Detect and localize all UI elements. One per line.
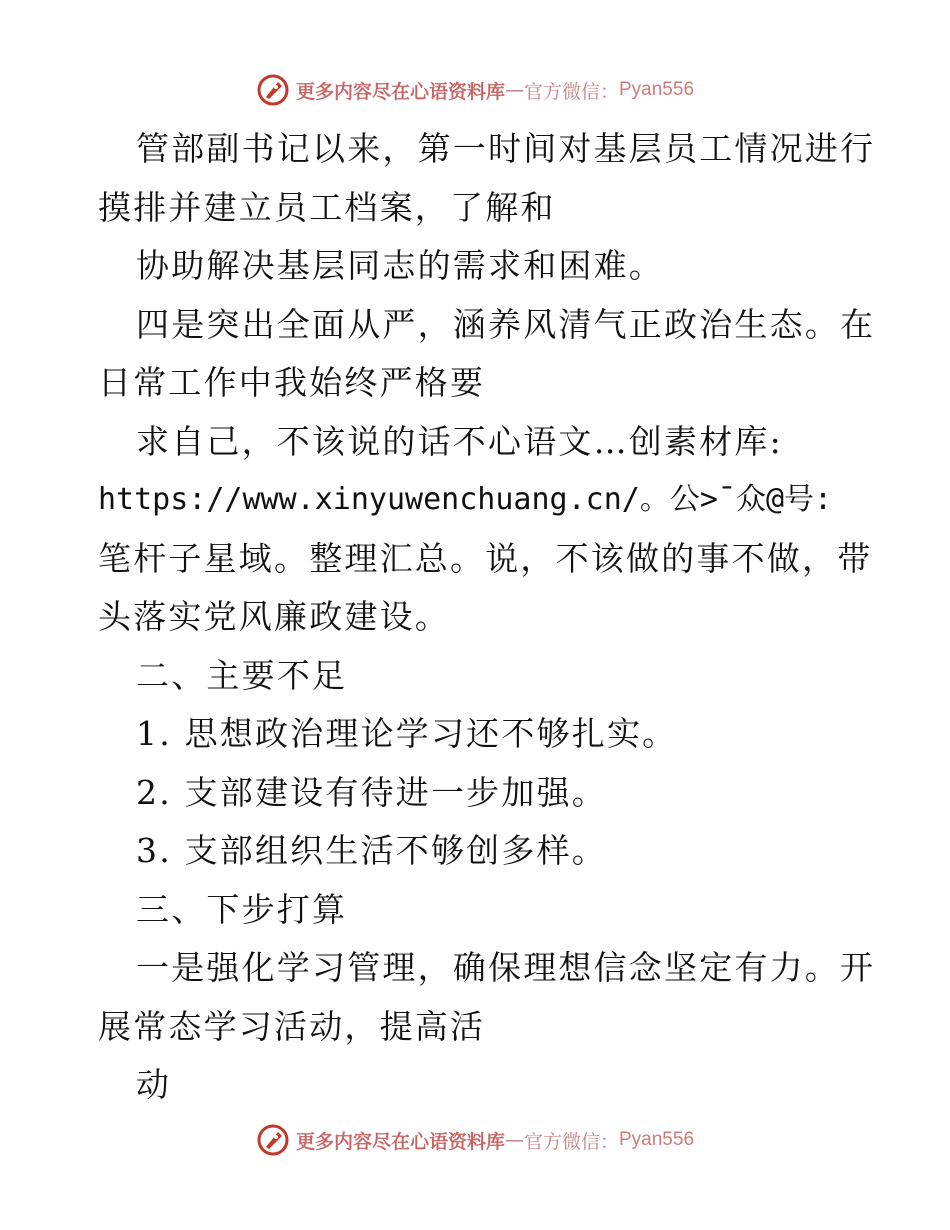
banner-brand-text: 更多内容尽在心语资料库: [295, 80, 505, 103]
paragraph-line: 动: [136, 1065, 172, 1104]
banner-contact-label: 官方微信：: [523, 80, 619, 103]
paragraph-line: 管部副书记以来，第一时间对基层员工情况进行: [136, 129, 876, 168]
document-body: [98, 120, 876, 1115]
paragraph-line: 协助解决基层同志的需求和困难。: [136, 246, 664, 285]
paragraph-line: 展常态学习活动，提高活: [98, 1006, 486, 1046]
banner-wechat-id: Pyan556: [619, 79, 695, 100]
header-watermark-banner: [0, 70, 950, 110]
footer-watermark-banner: [0, 1120, 950, 1160]
banner-contact-label: 官方微信：: [523, 1130, 619, 1153]
paragraph-line: 笔杆子星域。整理汇总。说，不该做的事不做，带: [98, 538, 873, 578]
paragraph-line: 头落实党风廉政建设。: [98, 597, 450, 636]
paragraph-line: 四是突出全面从严，涵养风清气正政治生态。在: [136, 304, 876, 344]
list-item: 2. 支部建设有待进一步加强。: [136, 772, 607, 812]
banner-wechat-id: Pyan556: [619, 1129, 695, 1150]
paragraph-line: 日常工作中我始终严格要: [98, 363, 486, 402]
banner-brand-text: 更多内容尽在心语资料库: [295, 1130, 505, 1153]
list-item: 3. 支部组织生活不够创多样。: [136, 831, 607, 870]
paragraph-line: 摸排并建立员工档案，了解和: [98, 187, 556, 227]
pen-nib-circle-logo-icon: [256, 73, 290, 107]
pen-nib-circle-logo-icon: [256, 1123, 290, 1157]
section-heading: 二、主要不足: [136, 655, 348, 695]
paragraph-line: 求自己，不该说的话不心语文…创素材库:: [136, 421, 783, 461]
list-item: 1. 思想政治理论学习还不够扎实。: [136, 714, 678, 753]
section-heading: 三、下步打算: [136, 889, 348, 929]
paragraph-line: 一是强化学习管理，确保理想信念坚定有力。开: [136, 948, 876, 987]
url-line: https://www.xinyuwenchuang.cn/。公>¯众@号:: [98, 482, 833, 517]
banner-separator: —: [504, 1129, 524, 1151]
banner-separator: —: [504, 79, 524, 101]
